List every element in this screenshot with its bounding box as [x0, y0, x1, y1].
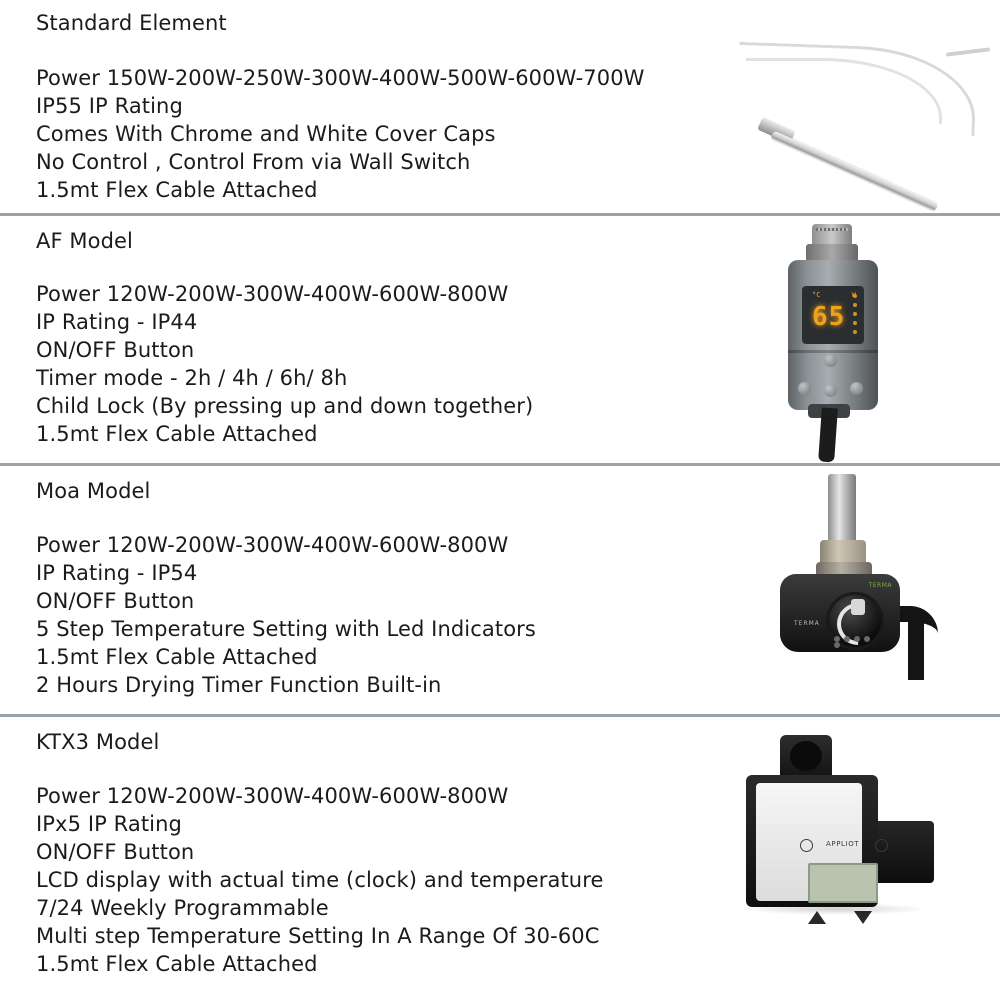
af-down-button[interactable]	[798, 382, 811, 395]
spec-line: 5 Step Temperature Setting with Led Indicators	[36, 617, 536, 641]
spec-line: Child Lock (By pressing up and down together)	[36, 394, 534, 418]
af-up-button[interactable]	[850, 382, 863, 395]
af-connector-cap	[812, 224, 852, 246]
af-display-mode-label: °C	[812, 291, 821, 299]
moa-logo-text: TERMA	[794, 620, 820, 627]
heating-element-rod-photo	[732, 44, 992, 196]
section-af-model	[0, 216, 1000, 463]
af-display-value: 65	[812, 302, 846, 332]
af-power-cord	[818, 408, 838, 463]
ktx3-front-panel	[756, 783, 862, 901]
af-power-button[interactable]	[824, 354, 837, 367]
spec-line: 7/24 Weekly Programmable	[36, 896, 329, 920]
spec-line: No Control , Control From via Wall Switch	[36, 150, 471, 174]
section-title: Standard Element	[36, 11, 227, 35]
spec-line: 1.5mt Flex Cable Attached	[36, 178, 318, 202]
spec-line: ON/OFF Button	[36, 840, 195, 864]
spec-line: Power 120W-200W-300W-400W-600W-800W	[36, 282, 509, 306]
spec-line: 1.5mt Flex Cable Attached	[36, 422, 318, 446]
ktx3-thermostat-photo	[722, 735, 952, 955]
af-button-panel	[792, 354, 874, 406]
spec-line: 1.5mt Flex Cable Attached	[36, 645, 318, 669]
spec-line: IP Rating - IP44	[36, 310, 198, 334]
moa-dial-knob[interactable]	[851, 599, 865, 615]
power-icon[interactable]	[800, 839, 813, 852]
rod-cable-tip	[946, 47, 990, 56]
moa-brand-mark: TERMA	[868, 582, 892, 589]
spec-line: Power 120W-200W-300W-400W-600W-800W	[36, 784, 509, 808]
moa-cable-lower	[908, 620, 938, 680]
ktx3-lcd-display	[808, 863, 878, 903]
moa-chrome-stem	[828, 474, 856, 544]
spec-line: Multi step Temperature Setting In A Range Of 30-60C	[36, 924, 600, 948]
af-level-indicator	[853, 294, 859, 338]
spec-line: 2 Hours Drying Timer Function Built-in	[36, 673, 442, 697]
spec-line: IP55 IP Rating	[36, 94, 183, 118]
spec-line: 1.5mt Flex Cable Attached	[36, 952, 318, 976]
section-standard-element	[0, 0, 1000, 213]
spec-line: Comes With Chrome and White Cover Caps	[36, 122, 496, 146]
spec-line: LCD display with actual time (clock) and temperature	[36, 868, 604, 892]
ktx3-icon-row	[796, 839, 892, 857]
af-thermostat-photo	[770, 224, 900, 462]
af-display-screen	[802, 286, 864, 344]
section-moa-model	[0, 466, 1000, 714]
section-title: Moa Model	[36, 479, 151, 503]
clock-icon[interactable]	[875, 839, 888, 852]
ktx3-shadow	[740, 903, 930, 915]
section-title: AF Model	[36, 229, 133, 253]
section-ktx3-model	[0, 717, 1000, 999]
spec-line: ON/OFF Button	[36, 338, 195, 362]
moa-control-head	[780, 574, 900, 652]
spec-line: ON/OFF Button	[36, 589, 195, 613]
ktx3-brand-mark: APPLIOT	[826, 840, 860, 848]
spec-line: IPx5 IP Rating	[36, 812, 182, 836]
spec-line: Timer mode - 2h / 4h / 6h/ 8h	[36, 366, 348, 390]
af-housing-seam	[788, 350, 878, 353]
spec-line: Power 150W-200W-250W-300W-400W-500W-600W-700W	[36, 66, 645, 90]
af-mode-button[interactable]	[824, 384, 837, 397]
moa-thermostat-photo	[758, 474, 938, 704]
spec-line: IP Rating - IP54	[36, 561, 198, 585]
moa-led-indicators	[834, 636, 878, 646]
section-title: KTX3 Model	[36, 730, 160, 754]
spec-line: Power 120W-200W-300W-400W-600W-800W	[36, 533, 509, 557]
